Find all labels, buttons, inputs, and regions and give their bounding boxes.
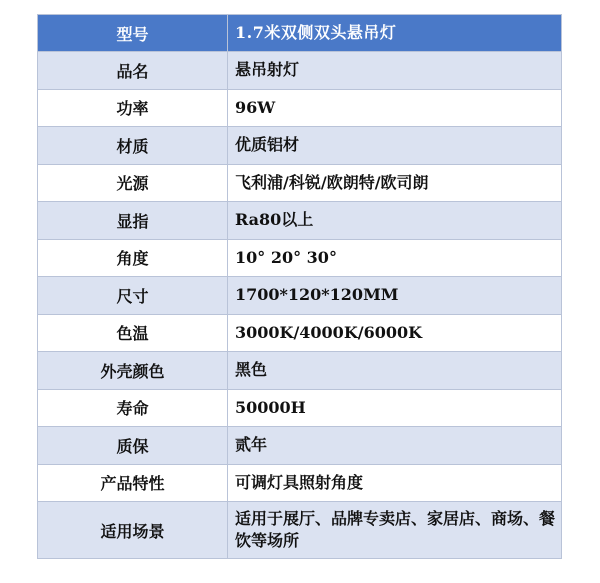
row-value: 优质铝材	[228, 127, 562, 165]
row-key: 品名	[38, 52, 228, 90]
row-key: 尺寸	[38, 277, 228, 315]
table-row	[38, 239, 562, 277]
table-row	[38, 352, 562, 390]
row-value: Ra80以上	[228, 202, 562, 240]
row-key: 角度	[38, 239, 228, 277]
row-value: 黑色	[228, 352, 562, 390]
row-key: 光源	[38, 164, 228, 202]
row-value: 可调灯具照射角度	[228, 464, 562, 502]
row-key: 功率	[38, 89, 228, 127]
row-value: 贰年	[228, 427, 562, 465]
row-value: 96W	[228, 89, 562, 127]
table-row	[38, 464, 562, 502]
table-row	[38, 164, 562, 202]
row-key: 外壳颜色	[38, 352, 228, 390]
spec-table	[37, 14, 562, 559]
table-row	[38, 52, 562, 90]
table-row	[38, 502, 562, 559]
row-value: 3000K/4000K/6000K	[228, 314, 562, 352]
row-value: 10° 20° 30°	[228, 239, 562, 277]
table-row	[38, 427, 562, 465]
row-value: 1700*120*120MM	[228, 277, 562, 315]
row-key: 材质	[38, 127, 228, 165]
row-key: 适用场景	[38, 502, 228, 559]
table-row	[38, 127, 562, 165]
row-value: 50000H	[228, 389, 562, 427]
table-row	[38, 314, 562, 352]
header-value: 1.7米双侧双头悬吊灯	[228, 15, 562, 52]
row-key: 质保	[38, 427, 228, 465]
row-key: 色温	[38, 314, 228, 352]
row-key: 产品特性	[38, 464, 228, 502]
row-key: 寿命	[38, 389, 228, 427]
table-row	[38, 389, 562, 427]
table-row	[38, 202, 562, 240]
table-row	[38, 89, 562, 127]
table-row	[38, 277, 562, 315]
header-row	[38, 15, 562, 52]
row-key: 显指	[38, 202, 228, 240]
row-value: 悬吊射灯	[228, 52, 562, 90]
header-key: 型号	[38, 15, 228, 52]
row-value: 飞利浦/科锐/欧朗特/欧司朗	[228, 164, 562, 202]
row-value: 适用于展厅、品牌专卖店、家居店、商场、餐饮等场所	[228, 502, 562, 559]
